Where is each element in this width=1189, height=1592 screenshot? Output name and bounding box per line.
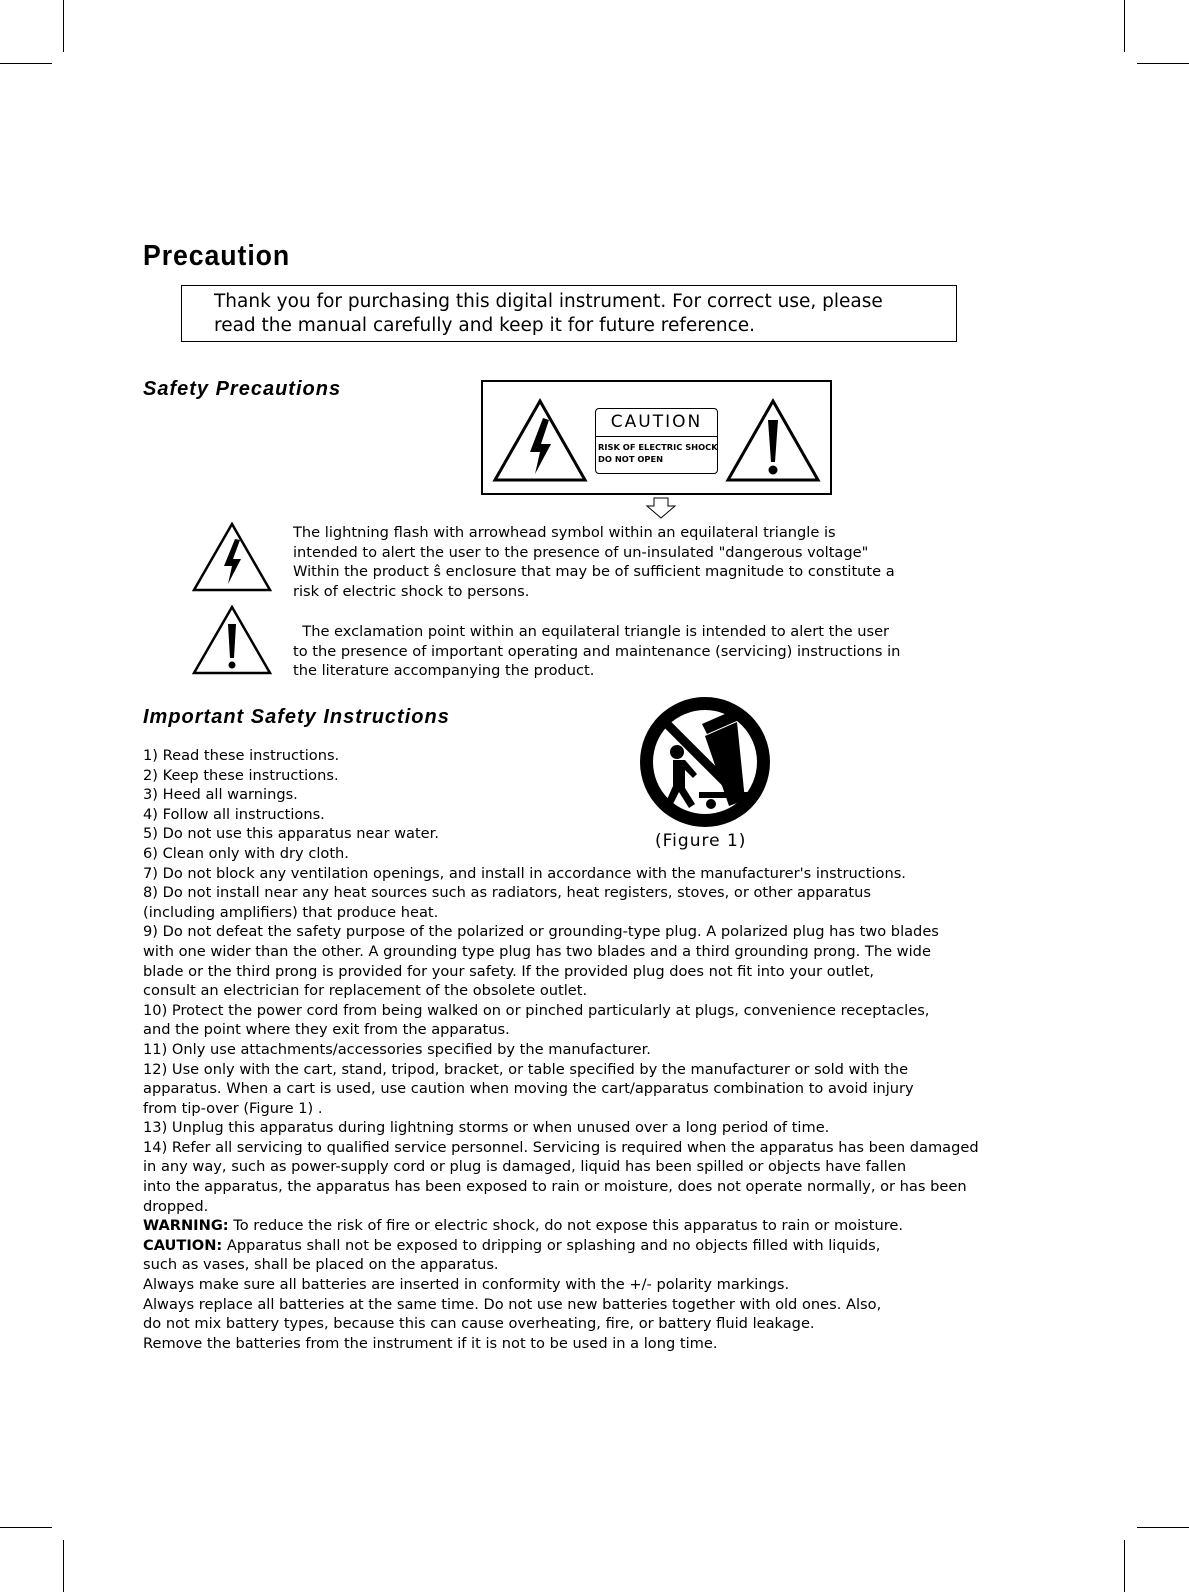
- crop-mark: [1137, 1527, 1189, 1528]
- list-item: from tip-over (Figure 1) .: [143, 1099, 323, 1117]
- arrow-down-icon: [645, 497, 677, 519]
- page-title: Precaution: [143, 240, 291, 272]
- lightning-triangle-icon: [191, 521, 273, 593]
- exclamation-triangle-icon: [191, 604, 273, 676]
- list-item: 12) Use only with the cart, stand, tripod, bracket, or table specified by the manufacturer or sold with the: [143, 1060, 909, 1078]
- list-item: 14) Refer all servicing to qualified service personnel. Servicing is required when the apparatus has been damaged: [143, 1138, 979, 1156]
- intro-line: read the manual carefully and keep it for future reference.: [214, 315, 755, 336]
- battery-line: Always replace all batteries at the same time. Do not use new batteries together with old ones. Also,: [143, 1295, 882, 1313]
- text-line: to the presence of important operating and maintenance (servicing) instructions in: [293, 642, 901, 660]
- caution-label-text: CAUTION:: [143, 1236, 223, 1254]
- exclamation-explanation: [293, 622, 973, 681]
- caution-label: [481, 380, 832, 495]
- crop-mark: [1137, 63, 1189, 64]
- list-item: 13) Unplug this apparatus during lightning storms or when unused over a long period of time.: [143, 1119, 830, 1137]
- text-line: The lightning flash with arrowhead symbol within an equilateral triangle is: [293, 524, 836, 541]
- battery-line: Always make sure all batteries are inserted in conformity with the +/- polarity markings.: [143, 1276, 790, 1294]
- important-instructions-heading: Important Safety Instructions: [143, 706, 450, 728]
- battery-line: do not mix battery types, because this can cause overheating, fire, or battery fluid leakage.: [143, 1315, 815, 1333]
- list-item: 7) Do not block any ventilation openings, and install in accordance with the manufacturer's instructions.: [143, 864, 906, 882]
- list-item: 3) Heed all warnings.: [143, 786, 298, 804]
- list-item: into the apparatus, the apparatus has been exposed to rain or moisture, does not operate normally, or has been: [143, 1178, 967, 1196]
- caution-line: [143, 1236, 979, 1256]
- crop-mark: [63, 0, 64, 52]
- warning-line: [143, 1216, 979, 1236]
- list-item: 10) Protect the power cord from being walked on or pinched particularly at plugs, convenience receptacles,: [143, 1001, 930, 1019]
- crop-mark: [0, 63, 52, 64]
- list-item: 5) Do not use this apparatus near water.: [143, 825, 439, 843]
- warning-label: WARNING:: [143, 1217, 229, 1235]
- caution-line-2: such as vases, shall be placed on the apparatus.: [143, 1256, 499, 1274]
- intro-box: [181, 285, 957, 342]
- crop-mark: [0, 1527, 52, 1528]
- list-item: 4) Follow all instructions.: [143, 805, 325, 823]
- list-item: 1) Read these instructions.: [143, 747, 340, 764]
- warning-text: To reduce the risk of fire or electric shock, do not expose this apparatus to rain or moisture.: [228, 1217, 904, 1235]
- list-item: consult an electrician for replacement of the obsolete outlet.: [143, 982, 588, 1000]
- list-item: 2) Keep these instructions.: [143, 766, 339, 784]
- list-item: 9) Do not defeat the safety purpose of the polarized or grounding-type plug. A polarized plug has two blades: [143, 923, 939, 941]
- crop-mark: [1124, 0, 1125, 52]
- list-item: blade or the third prong is provided for your safety. If the provided plug does not fit into your outlet,: [143, 962, 875, 980]
- exclamation-triangle-icon: [726, 398, 821, 483]
- text-line: Within the product ŝ enclosure that may be of sufficient magnitude to constitute a: [293, 563, 895, 581]
- caution-line-1: RISK OF ELECTRIC SHOCK: [598, 442, 718, 452]
- text-line: intended to alert the user to the presence of un-insulated "dangerous voltage": [293, 543, 869, 561]
- lightning-explanation: [293, 523, 973, 601]
- safety-precautions-heading: Safety Precautions: [143, 378, 342, 400]
- list-item: 6) Clean only with dry cloth.: [143, 844, 349, 862]
- text-line: the literature accompanying the product.: [293, 662, 595, 680]
- intro-line: Thank you for purchasing this digital instrument. For correct use, please: [214, 291, 883, 312]
- list-item: 8) Do not install near any heat sources such as radiators, heat registers, stoves, or other apparatus: [143, 884, 871, 902]
- text-line: The exclamation point within an equilateral triangle is intended to alert the user: [293, 623, 890, 640]
- caution-divider: [596, 436, 717, 437]
- list-item: (including amplifiers) that produce heat.: [143, 903, 439, 921]
- caution-title: CAUTION: [610, 412, 703, 432]
- list-item: and the point where they exit from the apparatus.: [143, 1021, 510, 1039]
- crop-mark: [1124, 1540, 1125, 1592]
- lightning-triangle-icon: [493, 398, 588, 483]
- caution-text: Apparatus shall not be exposed to dripping or splashing and no objects filled with liquids,: [222, 1236, 881, 1254]
- list-item: with one wider than the other. A grounding type plug has two blades and a third grounding prong. The wide: [143, 942, 931, 960]
- caution-inner-box: [595, 408, 718, 474]
- list-item: apparatus. When a cart is used, use caution when moving the cart/apparatus combination to avoid injury: [143, 1080, 914, 1098]
- crop-mark: [63, 1540, 64, 1592]
- caution-line-2: DO NOT OPEN: [598, 454, 664, 464]
- list-item: in any way, such as power-supply cord or plug is damaged, liquid has been spilled or objects have fallen: [143, 1158, 907, 1176]
- list-item: 11) Only use attachments/accessories specified by the manufacturer.: [143, 1040, 651, 1058]
- figure-caption: (Figure 1): [655, 831, 747, 851]
- battery-line: Remove the batteries from the instrument if it is not to be used in a long time.: [143, 1334, 718, 1352]
- list-item: dropped.: [143, 1197, 209, 1215]
- text-line: risk of electric shock to persons.: [293, 582, 530, 600]
- instructions-list: [143, 746, 979, 1353]
